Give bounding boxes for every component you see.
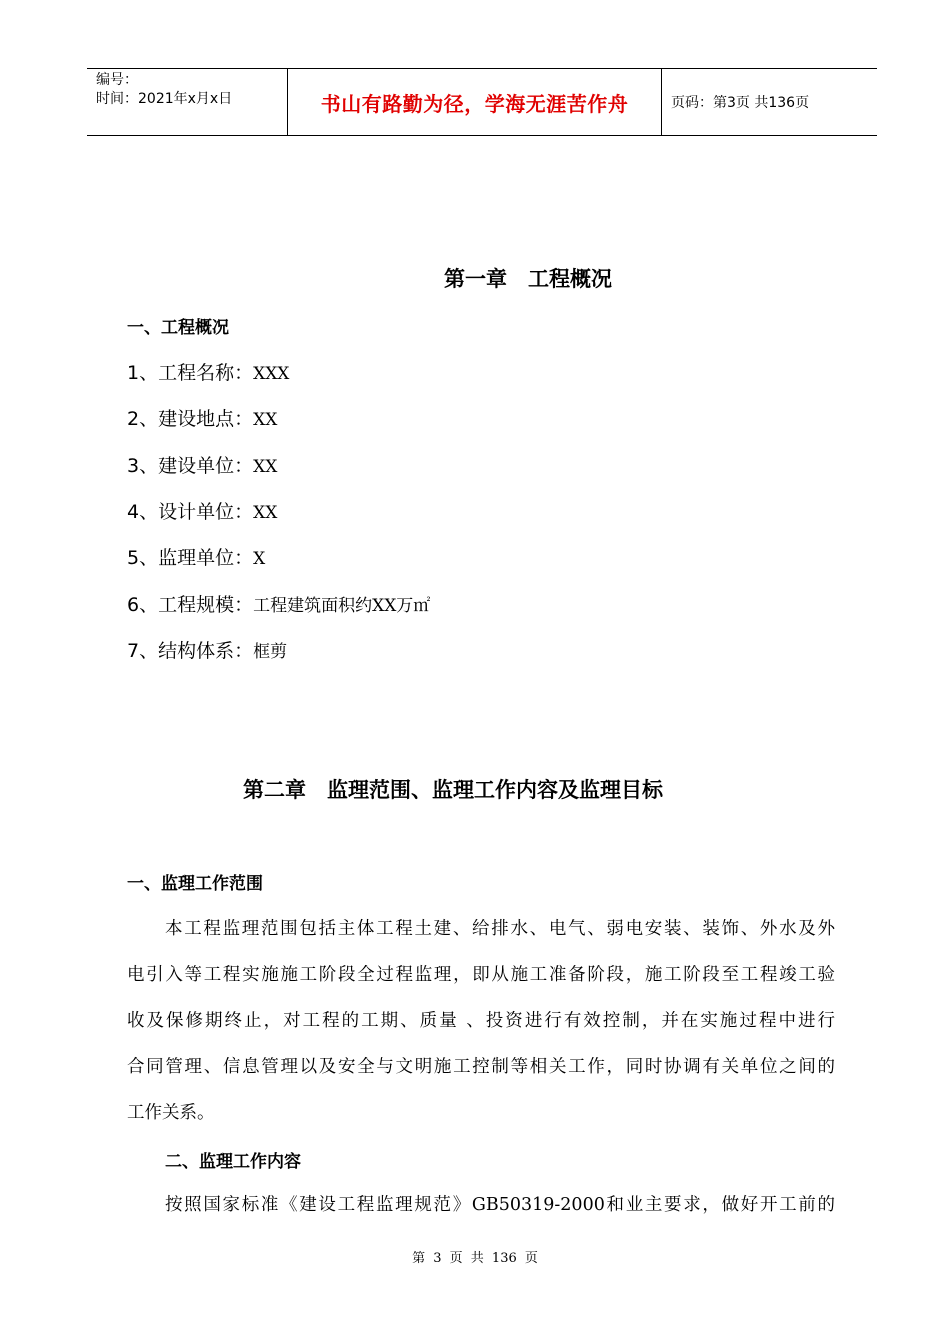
project-item (127, 404, 277, 431)
project-item-value: XX (253, 457, 278, 477)
document-time-label: 时间：2021年x月x日 (96, 91, 233, 107)
header-page-code: 页码：第3页 共136页 (671, 95, 810, 111)
project-item-label: 5、监理单位： (127, 547, 254, 569)
paragraph-line: 收及保修期终止，对工程的工期、质量 、投资进行有效控制，并在实施过程中进行 (127, 1011, 835, 1031)
chapter-2-title: 第二章 监理范围、监理工作内容及监理目标 (243, 778, 663, 802)
project-item (127, 358, 289, 385)
project-item (127, 497, 277, 524)
paragraph-line: 按照国家标准《建设工程监理规范》GB50319-2000和业主要求，做好开工前的 (165, 1195, 835, 1215)
project-item-value: X (253, 549, 266, 569)
project-item-value: XX (253, 503, 278, 523)
header-motto: 书山有路勤为径，学海无涯苦作舟 (288, 69, 662, 135)
project-item-label: 7、结构体系： (127, 640, 254, 662)
project-item (127, 451, 277, 478)
paragraph-line: 本工程监理范围包括主体工程土建、给排水、电气、弱电安装、装饰、外水及外 (165, 919, 835, 939)
project-item-label: 4、设计单位： (127, 501, 254, 523)
project-item-value: XX (253, 410, 278, 430)
page-footer: 第 3 页 共 136 页 (412, 1251, 538, 1266)
chapter-1-section-title: 一、工程概况 (127, 318, 229, 338)
project-item-value: XXX (253, 364, 290, 384)
chapter-1-title: 第一章 工程概况 (444, 267, 612, 291)
header-info-cell (87, 69, 288, 135)
project-item-label: 2、建设地点： (127, 408, 254, 430)
page-header (87, 68, 877, 136)
project-item-value: 框剪 (253, 642, 288, 662)
project-item (127, 636, 287, 663)
project-item-label: 1、工程名称： (127, 362, 254, 384)
section-scope-title: 一、监理工作范围 (127, 874, 263, 894)
project-item-label: 3、建设单位： (127, 455, 254, 477)
paragraph-line: 工作关系。 (127, 1103, 215, 1123)
project-item (127, 590, 430, 617)
section-content-title: 二、监理工作内容 (165, 1152, 301, 1172)
project-item-value: 工程建筑面积约XX万㎡ (253, 596, 431, 616)
project-item-label: 6、工程规模： (127, 594, 254, 616)
document-number-label: 编号： (96, 72, 138, 88)
project-item (127, 543, 265, 570)
paragraph-line: 合同管理、信息管理以及安全与文明施工控制等相关工作，同时协调有关单位之间的 (127, 1057, 835, 1077)
paragraph-line: 电引入等工程实施施工阶段全过程监理，即从施工准备阶段，施工阶段至工程竣工验 (127, 965, 835, 985)
